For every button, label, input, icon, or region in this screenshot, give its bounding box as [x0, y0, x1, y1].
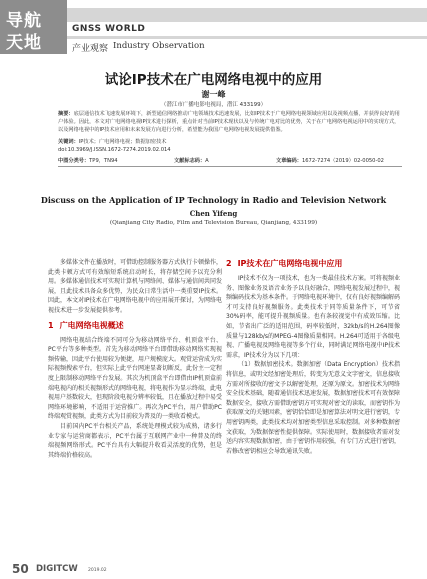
section-2-heading: [226, 258, 400, 270]
abstract-text: 底层通信技术飞速发展环境下，新型通信网络推动广电领域技术迅速发展，比如IP技术于广电网络电视领域应用以及视频点播，并获得良好的用户体验。因此，本文对广电网络电视IP技术进行探析，重点针对当前IP技术现状以及与传统广电对比的优势，关于在广电网络电视运用中的实现方式，以及网络电视中的IP技术应用和未来发展方向进行分析，希望能为我国广电网络电视发展提供借鉴。: [58, 111, 400, 133]
section-2-title: IP技术在广电网络电视中应用: [237, 259, 343, 268]
article-title-en: Discuss on the Application of IP Technology in Radio and Television Network: [40, 195, 387, 205]
affiliation-en: (Qianjiang City Radio, Film and Television Bureau, Qianjiang, 433199): [109, 220, 318, 226]
clc-label: 中图分类号：: [58, 158, 90, 164]
keywords-label: 关键词：: [58, 139, 79, 145]
abstract: [58, 110, 402, 134]
section-2-number: 2: [226, 259, 232, 268]
abstract-label: 摘要：: [58, 111, 74, 117]
body-column-left: [48, 258, 222, 460]
article-id-label: 文章编码：: [276, 158, 302, 164]
logo-line-1: 导航: [6, 11, 42, 31]
section-1-heading: [48, 320, 222, 332]
doi: doi:10.3969/J.ISSN.1672-7274.2019.02.014: [58, 147, 171, 153]
magazine-logo: [0, 0, 67, 54]
keywords: [58, 138, 402, 145]
page-footer: [0, 562, 427, 579]
section-name-en: Industry Observation: [113, 41, 205, 51]
article-id-field: [276, 157, 384, 164]
doc-code-label: 文献标志码：: [174, 158, 206, 164]
page-number: 50: [12, 562, 29, 576]
keywords-text: IP技术；广电网络电视；数据加密技术: [78, 139, 167, 145]
header-band-bottom: [67, 36, 427, 39]
body-column-right: [226, 258, 400, 456]
section-1-paragraph-2: 目前国内PC平台相关产品，系统处理模式较为成熟，诸多行业专家与运营商都表示，PC平台属于互联网产业中一种普及的终端视频网络形式。PC平台具有大幅提升收看灵活度的优势，但是其终端价格较高。: [48, 422, 222, 459]
divider: [58, 166, 402, 167]
clc-field: [58, 157, 118, 164]
doc-code-value: A: [205, 158, 209, 164]
article-title-cn: 试论IP技术在广电网络电视中的应用: [104, 72, 323, 88]
section-1-title: 广电网络电视概述: [59, 320, 124, 330]
header-band-top: [67, 8, 427, 22]
page-header: [0, 0, 427, 62]
author-cn: 谢一峰: [201, 90, 226, 99]
intro-paragraph: 多媒体文件在播放时，可借助控制服务器方式执行卡顿操作，此类卡顿方式可有效缩短系统启动时长，将存储空间予以充分利用。多媒体通信技术可实现计算机与网络间、媒体与通信间共同发展，且此技术具备众多优势，为民众日常生活中一类重要IP技术。因此，本文对IP技术在广电网络电视中的应用展开探讨，为网络电视技术进一步发展提供参考。: [48, 259, 223, 314]
footer-issue: 2019.02: [88, 568, 107, 573]
footer-brand: DIGITCW: [36, 564, 78, 574]
section-name-cn: 产业观察: [72, 44, 109, 54]
brand-name: GNSS WORLD: [72, 24, 146, 34]
author-en: Chen Yifeng: [189, 209, 238, 218]
section-2-paragraph-1: IP技术不仅为一项技术，也为一类最佳技术方案。可将视频业务、图像业务及语音业务予以良好融合，网络电视发展过程中，视频编码技术为基本条件。于网络电视环境中，仅有良好视频编解码才可支持良好视频服务。此类技术于同等质量条件下，可节省30%码率，能可提升视频质量。也有条较视觉中有成效压缩。比如，节省出广泛的适用范围，码率较低时，32kb/s的H.264图像质量与128kb/s的MPEG-4图像质量相同。H.264可适用于各级电视、广播电视及网络电视等多个行业，同时满足网络电视中IP技术需求，IP技术分为以下几项：: [226, 275, 401, 359]
section-2-paragraph-2: （1）数据加密技术。数据加密（Data Encryption）技术指将信息，或明文经加密处理后，转变为无意义文字密文，信息接收方需对所接收的密文予以解密处理，还原为原文。加密技术为网络安全技术基础，随着通信技术迅速发展，数据加密技术可有效保障数据安全，接收方需借助密钥方可实现对密文的读取，而密钥作为获取原文的关键因素，密钥恰恰即是加密算法对明文进行密钥，专用密钥两类，此类技术均对加密类型信息采取控制。对多种数据密文获取，为数据保密性提供保障。实际使用时，数据接收者需对发送内容实现数据加密，由于密钥作用较强，有专门方式进行密钥，若修改密钥相应会导致通讯失败。: [226, 361, 401, 455]
affiliation-cn: （潜江市广播电影电视局，潜江 433199）: [160, 102, 267, 108]
logo-line-2: 天地: [6, 33, 42, 53]
article-id-value: 1672-7274（2019）02-0050-02: [301, 158, 384, 164]
section-1-number: 1: [48, 320, 54, 330]
clc-value: TP9，TN94: [89, 158, 118, 164]
doc-code-field: [174, 157, 209, 164]
section-1-paragraph-1: 网络电视结合终端不同可分为移动网络平台、机顶盒平台、PC平台等多种类型。首先为移动网络平台即借助移动网络实现视频传输，因此平台使用较为便捷，用户规模庞大。观赏运营成为实际视频搜索平台，但实际上此平台网速显著切断反，此份主一定程度上限制移动网络平台发展。其次为机顶盒平台即借由IP机顶盒前端电视内的相关视频形式的网络电视，将电视作为显示终端，此电视用户基数较大，但现阶段电视分辨率较低，且在播放过程中易受网络环境影响，不适用于运营推广。再次为PC平台，用户借助PC终端观赏视频，此类方式为目前较为普及的一类收看模式。: [48, 336, 223, 421]
